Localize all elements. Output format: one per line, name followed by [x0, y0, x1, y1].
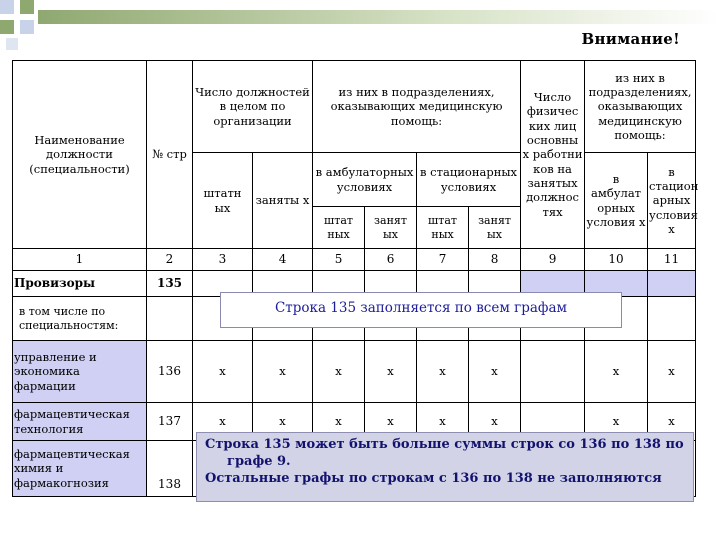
cell-x: х [648, 341, 696, 403]
header-name: Наименование должности (специальности) [13, 61, 147, 249]
cell-x: х [193, 403, 253, 441]
header-stat-occupied: занят ых [469, 207, 521, 249]
column-number-row [13, 249, 696, 271]
cell-x: х [417, 403, 469, 441]
row-name: фармацевтическая химия и фармакогнозия [13, 441, 147, 497]
cell-x: х [648, 403, 696, 441]
note-line: Строка 135 может быть больше суммы строк со 136 по 138 по [205, 437, 684, 452]
header-amb-staff: штат ных [313, 207, 365, 249]
table-row [13, 341, 696, 403]
colnum: 2 [147, 249, 193, 271]
page-title: Внимание! [581, 30, 680, 48]
cell-x: х [469, 403, 521, 441]
header-stationary: в стационарных условиях [417, 153, 521, 207]
colnum: 8 [469, 249, 521, 271]
cell-x: х [253, 403, 313, 441]
row-num: 138 [147, 441, 193, 497]
cell-x: х [469, 341, 521, 403]
cell-x: х [313, 403, 365, 441]
colnum: 10 [585, 249, 648, 271]
header-staff: штатн ых [193, 153, 253, 249]
row-num: 135 [147, 271, 193, 297]
row-num [147, 297, 193, 341]
colnum: 9 [521, 249, 585, 271]
header-phys-stationary: в стацион арных условия х [648, 153, 696, 249]
colnum: 11 [648, 249, 696, 271]
header-stat-staff: штат ных [417, 207, 469, 249]
row-name: управление и экономика фармации [13, 341, 147, 403]
cell-x: х [253, 341, 313, 403]
cell-x: х [417, 341, 469, 403]
header-phys-subdivisions: из них в подразделениях, оказывающих медицинскую помощь: [585, 61, 696, 153]
header-subdivisions: из них в подразделениях, оказывающих медицинскую помощь: [313, 61, 521, 153]
cell-x: х [585, 341, 648, 403]
cell-x: х [365, 403, 417, 441]
header-physical: Число физичес ких лиц основны х работни ков на занятых должнос тях [521, 61, 585, 249]
cell-x: х [585, 403, 648, 441]
row-num: 137 [147, 403, 193, 441]
colnum: 6 [365, 249, 417, 271]
header-occupied: заняты х [253, 153, 313, 249]
cell-x: х [365, 341, 417, 403]
row-num: 136 [147, 341, 193, 403]
colnum: 3 [193, 249, 253, 271]
note-line: графе 9. [227, 453, 291, 469]
cell-x: х [193, 341, 253, 403]
rows-note-callout [196, 432, 694, 502]
row-name: в том числе по специальностям: [13, 297, 147, 341]
note-line: Остальные графы по строкам с 136 по 138 не заполняются [205, 470, 662, 486]
header-num: № стр [147, 61, 193, 249]
colnum: 5 [313, 249, 365, 271]
row-name: фармацевтическая технология [13, 403, 147, 441]
header-amb-occupied: занят ых [365, 207, 417, 249]
header-phys-ambulatory: в амбулат орных условия х [585, 153, 648, 249]
colnum: 4 [253, 249, 313, 271]
row135-callout: Строка 135 заполняется по всем графам [220, 292, 622, 328]
colnum: 7 [417, 249, 469, 271]
header-ambulatory: в амбулаторных условиях [313, 153, 417, 207]
cell-x: х [313, 341, 365, 403]
row-name: Провизоры [13, 271, 147, 297]
header-total: Число должностей в целом по организации [193, 61, 313, 153]
colnum: 1 [13, 249, 147, 271]
